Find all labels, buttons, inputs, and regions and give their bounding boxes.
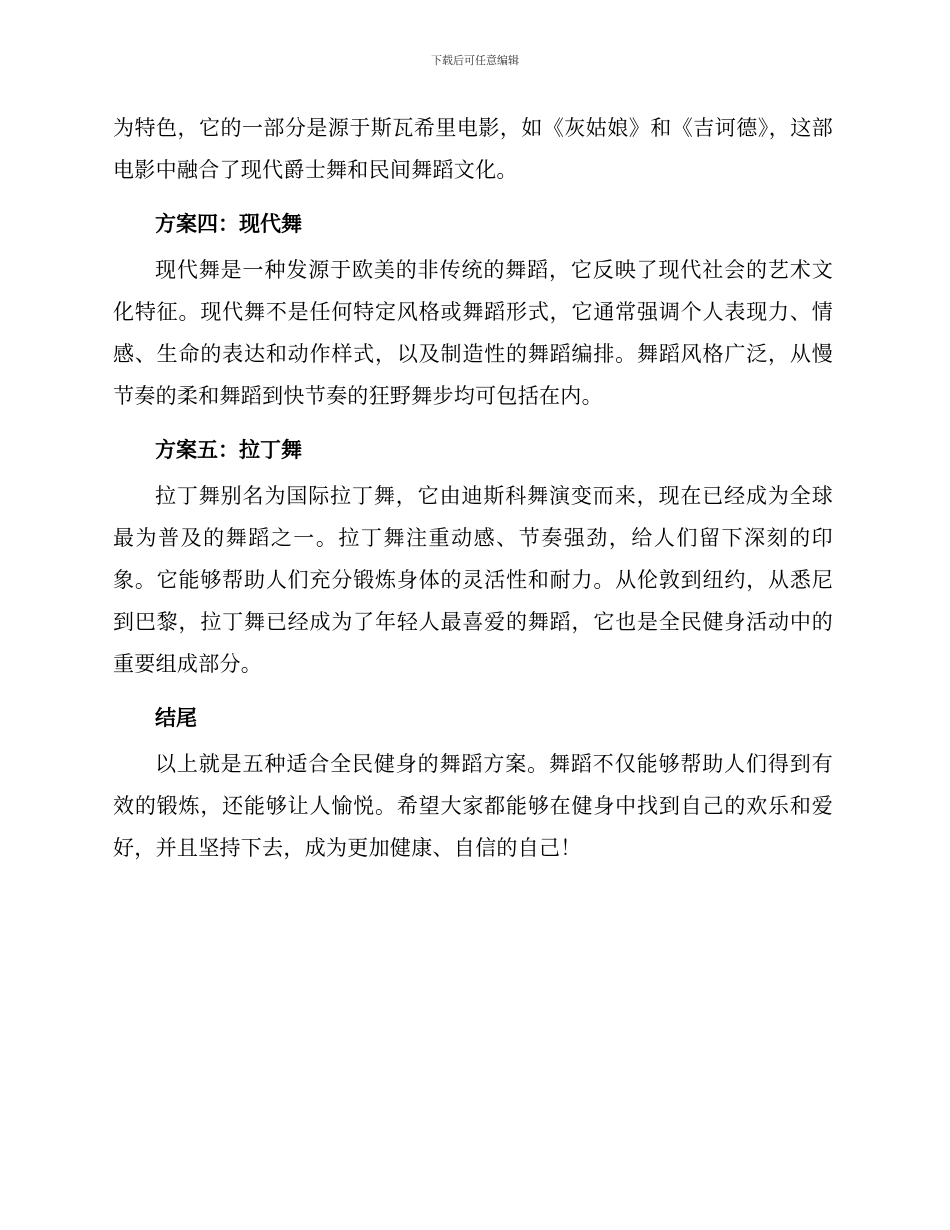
section-paragraph-conclusion: 以上就是五种适合全民健身的舞蹈方案。舞蹈不仅能够帮助人们得到有效的锻炼，还能够让人愉悦。希望大家都能够在健身中找到自己的欢乐和爱好，并且坚持下去，成为更加健康、自信的自己！ [113, 752, 833, 860]
section-heading-latin-dance: 方案五：拉丁舞 [155, 438, 302, 462]
intro-continuation-paragraph: 为特色，它的一部分是源于斯瓦希里电影，如《灰姑娘》和《吉诃德》，这部电影中融合了现代爵士舞和民间舞蹈文化。 [113, 116, 833, 182]
section-heading-conclusion: 结尾 [155, 706, 197, 730]
section-paragraph-latin-dance: 拉丁舞别名为国际拉丁舞，它由迪斯科舞演变而来，现在已经成为全球最为普及的舞蹈之一。拉丁舞注重动感、节奏强劲，给人们留下深刻的印象。它能够帮助人们充分锻炼身体的灵活性和耐力。从伦敦到纽约，从悉尼到巴黎，拉丁舞已经成为了年轻人最喜爱的舞蹈，它也是全民健身活动中的重要组成部分。 [113, 484, 833, 676]
section-heading-modern-dance: 方案四：现代舞 [155, 212, 302, 236]
document-body [113, 107, 833, 869]
page-header: 下载后可任意编辑 [431, 54, 519, 67]
section-paragraph-modern-dance: 现代舞是一种发源于欧美的非传统的舞蹈，它反映了现代社会的艺术文化特征。现代舞不是任何特定风格或舞蹈形式，它通常强调个人表现力、情感、生命的表达和动作样式，以及制造性的舞蹈编排。舞蹈风格广泛，从慢节奏的柔和舞蹈到快节奏的狂野舞步均可包括在内。 [113, 258, 833, 408]
